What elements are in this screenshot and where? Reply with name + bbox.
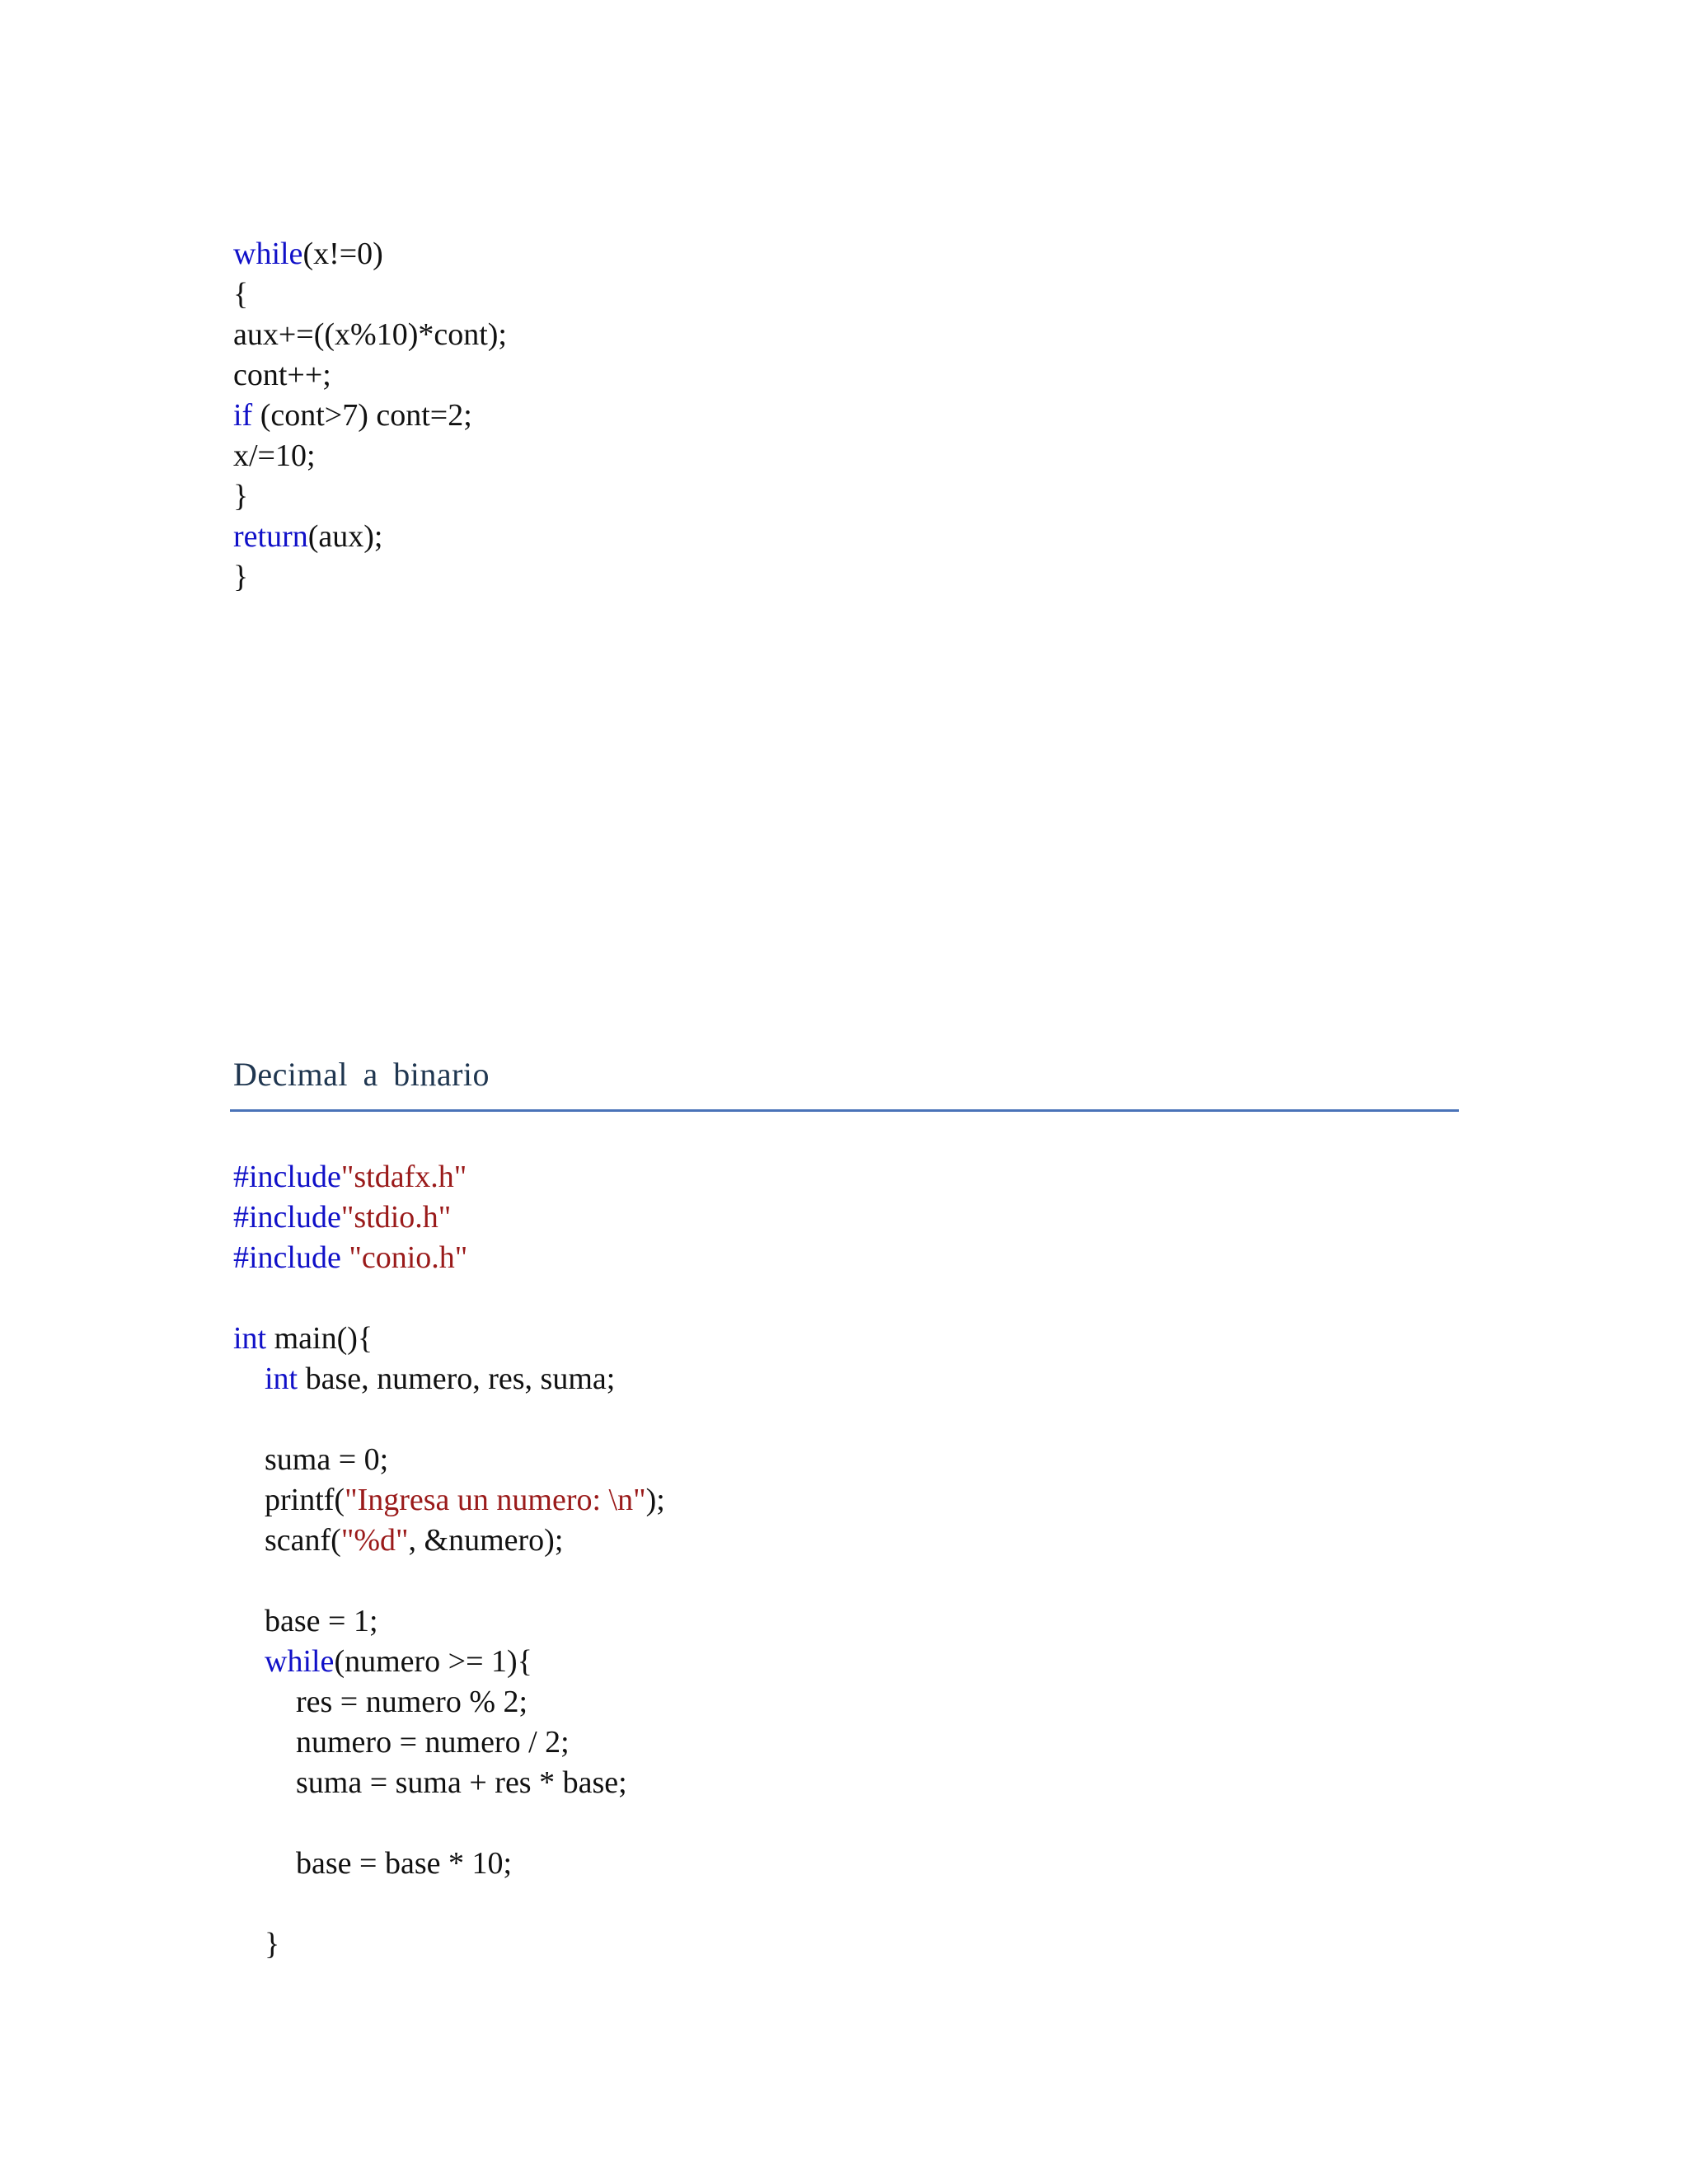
code-line [233,1561,665,1601]
code-text: cont++; [233,358,331,392]
code-text: (x!=0) [302,237,383,271]
code-keyword: while [265,1644,335,1679]
code-keyword: int [265,1361,298,1396]
code-string: "Ingresa un numero: \n" [345,1483,646,1517]
code-text: } [233,479,249,513]
code-text: (cont>7) cont=2; [252,398,472,433]
code-line [233,396,507,436]
code-keyword: #include [233,1240,341,1275]
code-string: "stdafx.h" [340,1160,467,1194]
code-line [233,1197,665,1238]
code-line [233,557,507,598]
code-text: (aux); [307,519,383,554]
code-line [233,1238,665,1278]
heading-underline [230,1109,1459,1112]
code-text: x/=10; [233,438,316,473]
code-text: scanf( [233,1523,341,1558]
code-text [341,1240,349,1275]
code-line [233,517,507,557]
code-text: base = base * 10; [233,1846,513,1881]
code-line [233,1682,665,1722]
code-string: "%d" [340,1523,409,1558]
code-text: printf( [233,1483,345,1517]
section-heading: Decimal a binario [233,1056,490,1093]
code-line [233,315,507,355]
code-line [233,1803,665,1844]
code-text [233,1361,265,1396]
code-string: "conio.h" [349,1240,468,1275]
code-line [233,1359,665,1399]
code-text: aux+=((x%10)*cont); [233,317,507,352]
code-text: ); [645,1483,665,1517]
code-line [233,1157,665,1197]
code-text: res = numero % 2; [233,1685,528,1719]
code-line [233,234,507,274]
code-line [233,436,507,476]
code-line [233,1844,665,1884]
code-line [233,274,507,315]
code-text: } [233,1927,280,1961]
code-line [233,1884,665,1924]
code-line [233,355,507,396]
code-block-top [233,234,507,598]
code-keyword: if [233,398,253,433]
code-text: base, numero, res, suma; [298,1361,616,1396]
code-keyword: #include [233,1160,341,1194]
code-line [233,1521,665,1561]
code-keyword: #include [233,1200,341,1235]
code-text: suma = suma + res * base; [233,1765,627,1800]
code-block-decimal-to-binary [233,1157,665,1965]
code-line [233,1722,665,1763]
code-text: numero = numero / 2; [233,1725,570,1760]
code-line [233,1278,665,1319]
code-text: , &numero); [408,1523,564,1558]
code-keyword: while [233,237,303,271]
code-text: (numero >= 1){ [334,1644,532,1679]
code-line [233,1440,665,1480]
code-line [233,1763,665,1803]
code-line [233,1319,665,1359]
code-string: "stdio.h" [340,1200,452,1235]
code-line [233,1601,665,1642]
code-text: } [233,560,249,594]
code-text: main(){ [266,1321,373,1356]
code-text: suma = 0; [233,1442,389,1477]
code-text: base = 1; [233,1604,378,1638]
code-line [233,476,507,517]
code-line [233,1480,665,1521]
code-text [233,1644,265,1679]
code-line [233,1924,665,1965]
code-text: { [233,277,249,312]
code-line [233,1399,665,1440]
code-keyword: return [233,519,308,554]
code-keyword: int [233,1321,267,1356]
code-line [233,1642,665,1682]
